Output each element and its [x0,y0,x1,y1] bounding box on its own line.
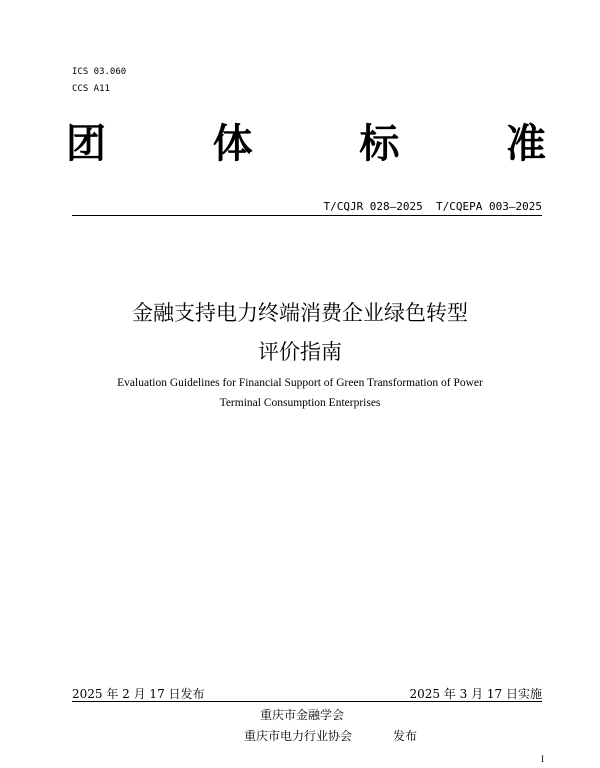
publisher-financial-society: 重庆市金融学会 [260,708,345,722]
page-number: I [541,754,544,764]
bottom-divider [72,701,542,702]
standard-type-char: 准 [505,121,546,167]
top-divider [72,215,542,216]
document-title-cn-line1: 金融支持电力终端消费企业绿色转型 [132,301,468,325]
implementation-date: 2025 年 3 月 17 日实施 [409,687,542,701]
document-title-en-line2: Terminal Consumption Enterprises [219,397,381,409]
standard-type-char: 标 [359,121,400,167]
ics-code: ICS 03.060 [72,67,127,77]
ccs-code: CCS A11 [72,84,110,94]
publish-label: 发布 [393,729,418,743]
standard-type-title [66,118,546,170]
publisher-power-industry-association: 重庆市电力行业协会 [244,729,353,743]
classification-codes [72,64,126,98]
standard-number: T/CQJR 028—2025 T/CQEPA 003—2025 [323,200,542,213]
issue-date: 2025 年 2 月 17 日发布 [72,687,205,701]
standard-type-char: 团 [66,121,106,167]
standard-type-char: 体 [212,121,253,167]
document-title-cn-line2: 评价指南 [258,340,342,364]
document-title-en-line1: Evaluation Guidelines for Financial Support of Green Transformation of Power [117,377,483,389]
